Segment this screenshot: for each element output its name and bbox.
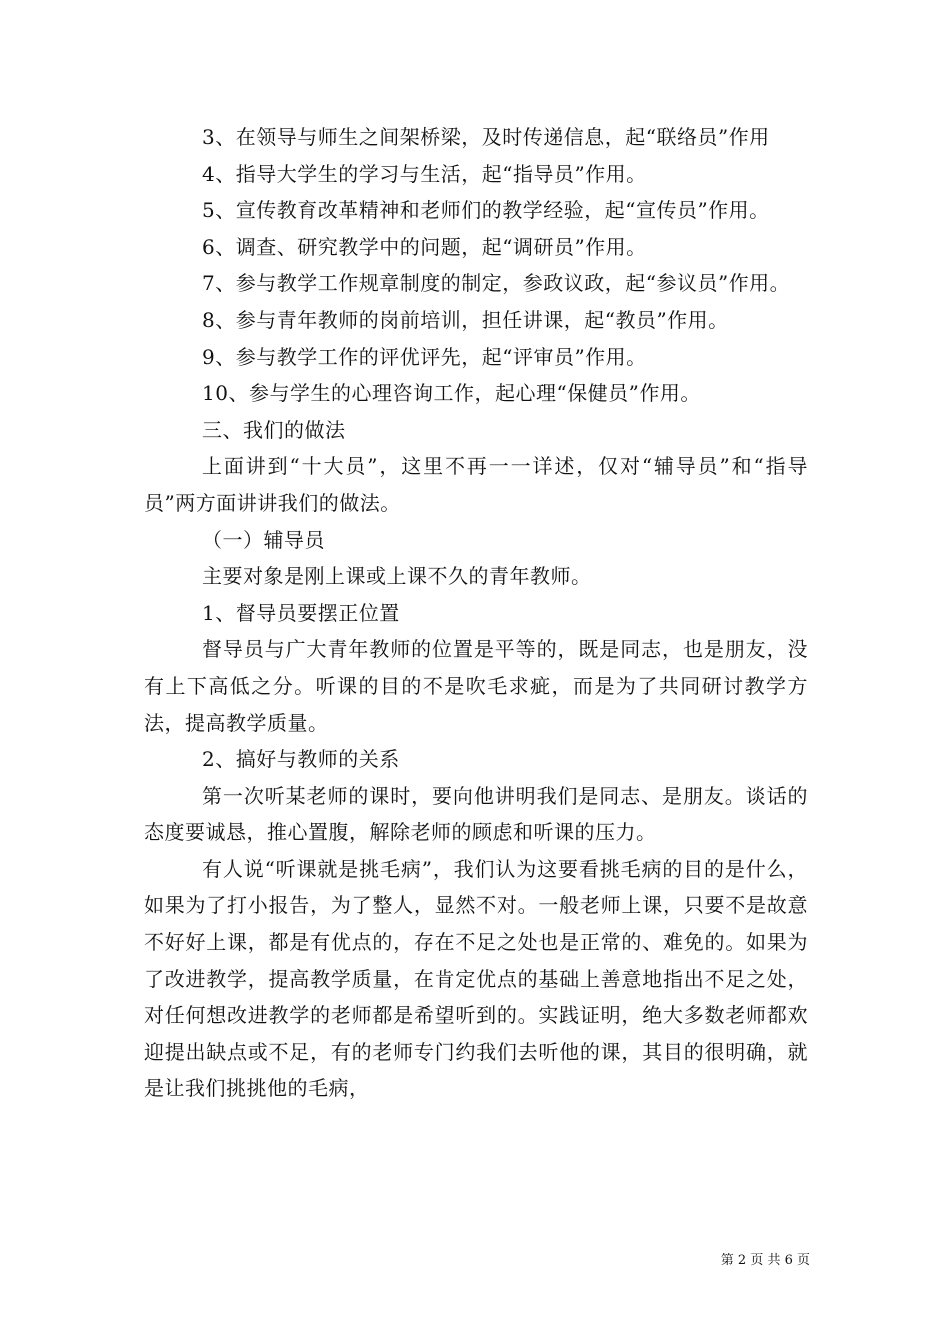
page-number-footer: 第 2 页 共 6 页 [720, 1253, 810, 1268]
section-heading-practices: 三、我们的做法 [202, 417, 346, 442]
paragraph-first-visit: 第一次听某老师的课时，要向他讲明我们是同志、是朋友。谈话的态度要诚恳，推心置腹，解除老师的顾虑和听课的压力。 [144, 783, 808, 845]
paragraph-item-9: 9、参与教学工作的评优评先，起“评审员”作用。 [202, 344, 647, 369]
subsection-heading-counselor: （一）辅导员 [202, 527, 325, 552]
paragraph-item-7: 7、参与教学工作规章制度的制定，参政议政，起“参议员”作用。 [202, 271, 791, 296]
paragraph-item-8: 8、参与青年教师的岗前培训，担任讲课，起“教员”作用。 [202, 307, 729, 332]
point-heading-relationship: 2、搞好与教师的关系 [202, 747, 400, 772]
paragraph-item-6: 6、调查、研究教学中的问题，起“调研员”作用。 [202, 234, 647, 259]
point-heading-position: 1、督导员要摆正位置 [202, 600, 400, 625]
body-text [144, 119, 808, 1107]
paragraph-target: 主要对象是刚上课或上课不久的青年教师。 [202, 564, 592, 589]
paragraph-item-4: 4、指导大学生的学习与生活，起“指导员”作用。 [202, 161, 647, 186]
paragraph-position: 督导员与广大青年教师的位置是平等的，既是同志，也是朋友，没有上下高低之分。听课的目的不是吹毛求疵，而是为了共同研讨教学方法，提高教学质量。 [144, 637, 808, 735]
paragraph-intro: 上面讲到“十大员”，这里不再一一详述，仅对“辅导员”和“指导员”两方面讲讲我们的做法。 [144, 454, 808, 515]
paragraph-item-10: 10、参与学生的心理咨询工作，起心理“保健员”作用。 [202, 381, 701, 406]
paragraph-item-3: 3、在领导与师生之间架桥梁，及时传递信息，起“联络员”作用 [202, 125, 770, 149]
paragraph-item-5: 5、宣传教育改革精神和老师们的教学经验，起“宣传员”作用。 [202, 198, 770, 223]
paragraph-fault-finding: 有人说“听课就是挑毛病”，我们认为这要看挑毛病的目的是什么，如果为了打小报告，为了整人，显然不对。一般老师上课，只要不是故意不好好上课，都是有优点的，存在不足之处也是正常的、难免的。如果为了改进教学，提高教学质量，在肯定优点的基础上善意地指出不足之处，对任何想改进教学的老师都是希望听到的。实践证明，绝大多数老师都欢迎提出缺点或不足，有的老师专门约我们去听他的课，其目的很明确，就是让我们挑挑他的毛病， [144, 856, 808, 1101]
